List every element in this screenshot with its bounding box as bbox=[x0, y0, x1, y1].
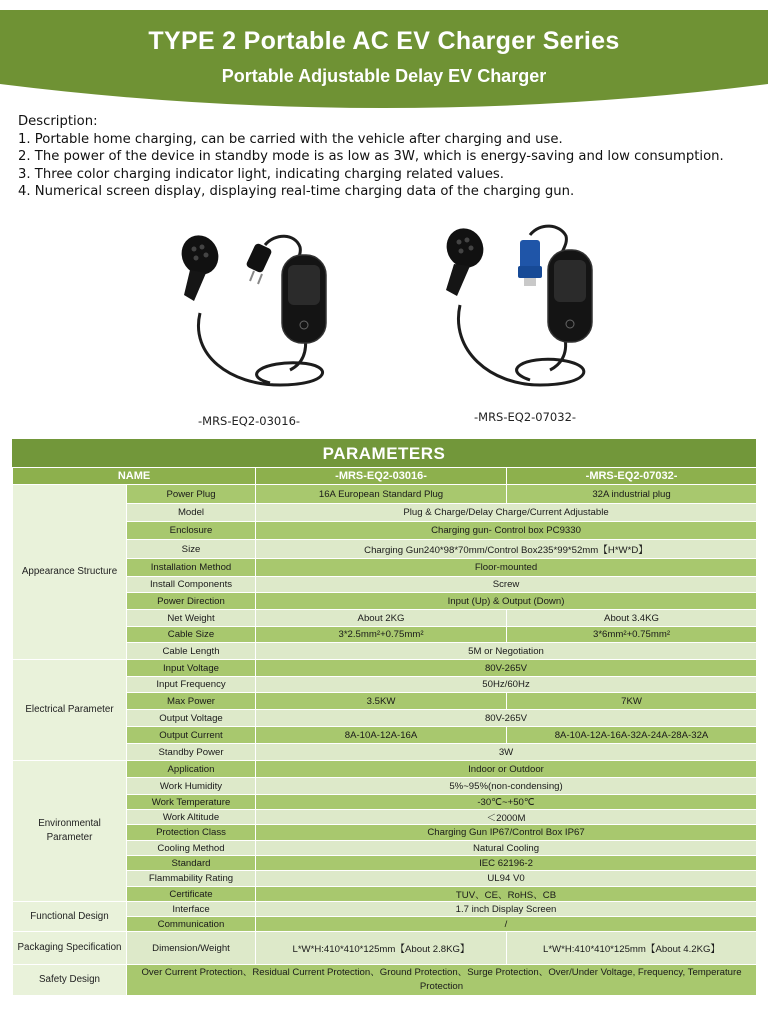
row-label: Input Frequency bbox=[127, 677, 256, 693]
parameters-heading: PARAMETERS bbox=[12, 439, 756, 467]
row-value-a: 16A European Standard Plug bbox=[256, 485, 507, 504]
description-item: 4. Numerical screen display, displaying real-time charging data of the charging gun. bbox=[18, 184, 575, 200]
parameters-table bbox=[12, 467, 757, 996]
page-title: TYPE 2 Portable AC EV Charger Series bbox=[148, 27, 620, 55]
control-box-icon bbox=[548, 250, 592, 342]
row-value: Natural Cooling bbox=[256, 841, 757, 856]
row-value-a: L*W*H:410*410*125mm【About 2.8KG】 bbox=[256, 932, 507, 965]
row-label: Power Plug bbox=[127, 485, 256, 504]
row-value-b: 32A industrial plug bbox=[507, 485, 757, 504]
row-value: Floor-mounted bbox=[256, 559, 757, 577]
product-caption: -MRS-EQ2-07032- bbox=[474, 410, 577, 424]
row-value: 5M or Negotiation bbox=[256, 643, 757, 660]
row-value: Plug & Charge/Delay Charge/Current Adjustable bbox=[256, 504, 757, 522]
industrial-blue-plug-icon bbox=[518, 240, 542, 286]
row-label: Interface bbox=[127, 902, 256, 917]
category-cell: Appearance Structure bbox=[13, 485, 127, 660]
row-label: Communication bbox=[127, 917, 256, 932]
row-value: Charging Gun240*98*70mm/Control Box235*99*52mm【H*W*D】 bbox=[256, 540, 757, 559]
category-cell: Environmental Parameter bbox=[13, 761, 127, 902]
row-value: 50Hz/60Hz bbox=[256, 677, 757, 693]
row-value: 3W bbox=[256, 744, 757, 761]
control-box-icon bbox=[282, 255, 326, 343]
charging-gun-icon bbox=[440, 222, 490, 296]
row-label: Net Weight bbox=[127, 610, 256, 627]
row-value: 80V-265V bbox=[256, 710, 757, 727]
category-cell: Packaging Specification bbox=[13, 932, 127, 965]
row-value: 80V-265V bbox=[256, 660, 757, 677]
description-block bbox=[18, 113, 758, 201]
row-label: Standby Power bbox=[127, 744, 256, 761]
row-value: 5%~95%(non-condensing) bbox=[256, 778, 757, 795]
row-label: Size bbox=[127, 540, 256, 559]
schuko-plug-icon bbox=[245, 242, 272, 284]
row-label: Model bbox=[127, 504, 256, 522]
row-label: Work Altitude bbox=[127, 810, 256, 825]
row-label: Enclosure bbox=[127, 522, 256, 540]
row-label: Cable Length bbox=[127, 643, 256, 660]
row-value-a: 8A-10A-12A-16A bbox=[256, 727, 507, 744]
description-item: 3. Three color charging indicator light, indicating charging related values. bbox=[18, 166, 504, 182]
product-image-03016 bbox=[170, 225, 350, 395]
row-value: UL94 V0 bbox=[256, 871, 757, 887]
row-value: Indoor or Outdoor bbox=[256, 761, 757, 778]
description-item: 1. Portable home charging, can be carried with the vehicle after charging and use. bbox=[18, 131, 563, 147]
row-label: Output Current bbox=[127, 727, 256, 744]
row-value-a: About 2KG bbox=[256, 610, 507, 627]
row-label: Flammability Rating bbox=[127, 871, 256, 887]
description-item: 2. The power of the device in standby mode is as low as 3W, which is energy-saving and low consumption. bbox=[18, 149, 724, 165]
category-cell: Safety Design bbox=[13, 965, 127, 996]
row-value-b: 7KW bbox=[507, 693, 757, 710]
row-value-b: L*W*H:410*410*125mm【About 4.2KG】 bbox=[507, 932, 757, 965]
row-value: / bbox=[256, 917, 757, 932]
row-label: Work Humidity bbox=[127, 778, 256, 795]
header-name: NAME bbox=[13, 468, 256, 485]
row-value-b: 3*6mm²+0.75mm² bbox=[507, 627, 757, 643]
row-label: Cooling Method bbox=[127, 841, 256, 856]
row-value: Charging gun- Control box PC9330 bbox=[256, 522, 757, 540]
row-label: Output Voltage bbox=[127, 710, 256, 727]
row-value: Screw bbox=[256, 577, 757, 593]
row-label: Max Power bbox=[127, 693, 256, 710]
category-cell: Functional Design bbox=[13, 902, 127, 932]
row-value: IEC 62196-2 bbox=[256, 856, 757, 871]
row-value: 1.7 inch Display Screen bbox=[256, 902, 757, 917]
row-label: Protection Class bbox=[127, 825, 256, 841]
page-subtitle: Portable Adjustable Delay EV Charger bbox=[221, 66, 547, 86]
row-value: -30℃~+50℃ bbox=[256, 795, 757, 810]
row-label: Cable Size bbox=[127, 627, 256, 643]
product-caption: -MRS-EQ2-03016- bbox=[198, 414, 301, 428]
description-heading: Description: bbox=[18, 114, 98, 129]
row-label: Installation Method bbox=[127, 559, 256, 577]
row-label: Certificate bbox=[127, 887, 256, 902]
row-value-a: 3.5KW bbox=[256, 693, 507, 710]
row-label: Application bbox=[127, 761, 256, 778]
row-label: Work Temperature bbox=[127, 795, 256, 810]
row-value: Over Current Protection、Residual Current Protection、Ground Protection、Surge Protection、Over/Under Voltage, Frequency, Temperature Protection bbox=[127, 965, 757, 996]
header-model-a: -MRS-EQ2-03016- bbox=[256, 468, 507, 485]
row-label: Standard bbox=[127, 856, 256, 871]
row-label: Install Components bbox=[127, 577, 256, 593]
row-value: ＜2000M bbox=[256, 810, 757, 825]
row-label: Power Direction bbox=[127, 593, 256, 610]
row-value-b: 8A-10A-12A-16A-32A-24A-28A-32A bbox=[507, 727, 757, 744]
banner-shape bbox=[0, 0, 768, 112]
row-value-a: 3*2.5mm²+0.75mm² bbox=[256, 627, 507, 643]
product-image-07032 bbox=[430, 220, 610, 395]
row-value: TUV、CE、RoHS、CB bbox=[256, 887, 757, 902]
row-label: Dimension/Weight bbox=[127, 932, 256, 965]
category-cell: Electrical Parameter bbox=[13, 660, 127, 761]
title-banner bbox=[0, 0, 768, 112]
row-value: Input (Up) & Output (Down) bbox=[256, 593, 757, 610]
parameters-section bbox=[12, 439, 756, 996]
header-model-b: -MRS-EQ2-07032- bbox=[507, 468, 757, 485]
row-label: Input Voltage bbox=[127, 660, 256, 677]
charging-gun-icon bbox=[175, 229, 225, 301]
row-value-b: About 3.4KG bbox=[507, 610, 757, 627]
row-value: Charging Gun IP67/Control Box IP67 bbox=[256, 825, 757, 841]
